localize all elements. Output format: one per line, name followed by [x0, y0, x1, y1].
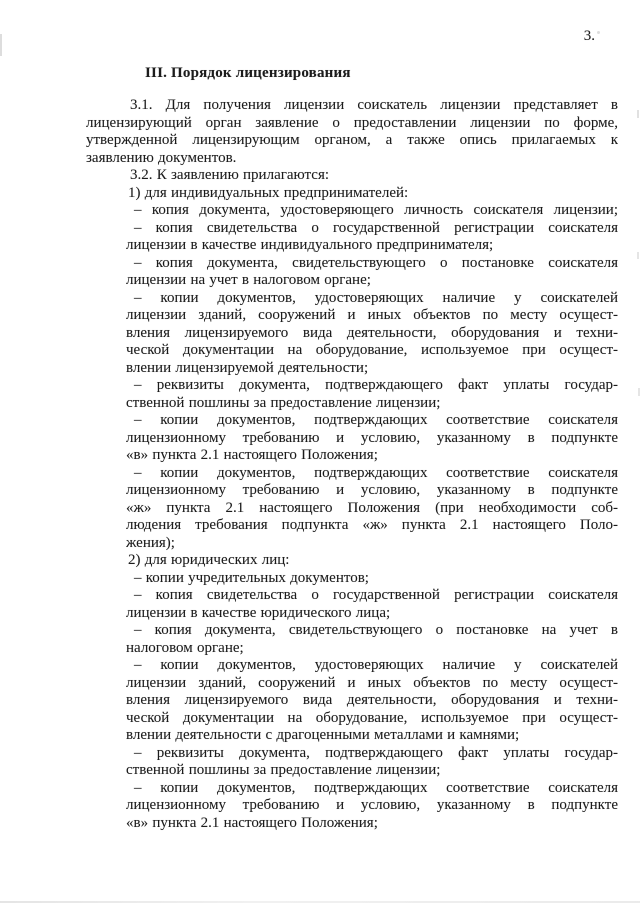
scan-artifact: [597, 31, 600, 34]
scan-artifact: [0, 901, 640, 903]
text-line: «ж» пункта 2.1 настоящего Положения (при необходимости соб-: [126, 499, 618, 516]
text-line: – копия документа, удостоверяющего личность соискателя лицензии;: [134, 202, 618, 218]
paragraph: [126, 657, 618, 745]
paragraph: [126, 290, 618, 378]
text-line: – реквизиты документа, подтверждающего факт уплаты государ-: [134, 377, 618, 393]
paragraph: [126, 780, 618, 833]
text-line: – копии учредительных документов;: [134, 569, 369, 586]
text-line: – копии документов, удостоверяющих наличие у соискателей: [134, 657, 618, 673]
text-line: заявлению документов.: [86, 149, 237, 166]
text-line: ческой документации на оборудование, используемое при осущест-: [126, 342, 618, 358]
text-line: «в» пункта 2.1 настоящего Положения;: [126, 447, 378, 463]
paragraph: [86, 97, 618, 167]
text-line: лицензионному требованию и условию, указанному в подпункте: [126, 482, 618, 498]
text-line: «в» пункта 2.1 настоящего Положения;: [126, 814, 378, 831]
text-line: – копия документа, свидетельствующего о постановке соискателя: [134, 254, 618, 271]
text-line: лицензии на учет в налоговом органе;: [126, 272, 371, 288]
document-content: [86, 0, 618, 832]
text-line: ственной пошлины за предоставление лицензии;: [126, 394, 441, 411]
scan-artifact: [637, 110, 639, 118]
text-line: вления лицензируемого вида деятельности, оборудования и техни-: [126, 324, 618, 341]
text-line: лицензии в качестве юридического лица;: [126, 604, 391, 621]
paragraph: [126, 220, 618, 255]
section-heading: III. Порядок лицензирования: [145, 65, 351, 81]
paragraph: [126, 255, 618, 290]
paragraph: [128, 185, 618, 203]
text-line: – копии документов, подтверждающих соответствие соискателя: [134, 779, 618, 796]
scan-artifact: [637, 252, 639, 259]
text-line: – копия свидетельства о государственной регистрации соискателя: [134, 219, 618, 236]
text-line: лицензионному требованию и условию, указанному в подпункте: [126, 429, 618, 446]
text-line: лицензирующий орган заявление о предоставлении лицензии по форме,: [86, 114, 618, 131]
text-line: 3.1. Для получения лицензии соискатель лицензии представляет в: [130, 97, 618, 113]
text-line: влении лицензируемой деятельности;: [126, 359, 369, 376]
paragraph: [126, 587, 618, 622]
text-line: лицензии в качестве индивидуального предпринимателя;: [126, 237, 494, 253]
paragraph: [126, 412, 618, 465]
paragraph: [126, 377, 618, 412]
text-line: ственной пошлины за предоставление лицензии;: [126, 762, 441, 778]
scan-artifact: [0, 34, 2, 56]
text-line: – копии документов, подтверждающих соответствие соискателя: [134, 464, 618, 481]
paragraph: [128, 552, 618, 570]
paragraph: [126, 622, 618, 657]
text-line: налоговом органе;: [126, 639, 244, 656]
text-line: – реквизиты документа, подтверждающего факт уплаты государ-: [134, 744, 618, 761]
text-line: – копии документов, подтверждающих соответствие соискателя: [134, 412, 618, 428]
document-body: [86, 97, 618, 832]
text-line: утвержденной лицензирующим органом, а также опись прилагаемых к: [86, 132, 618, 148]
text-line: лицензионному требованию и условию, указанному в подпункте: [126, 797, 618, 813]
text-line: вления лицензируемого вида деятельности, оборудования и техни-: [126, 692, 618, 708]
text-line: – копии документов, удостоверяющих наличие у соискателей: [134, 289, 618, 306]
paragraph: [126, 745, 618, 780]
text-line: ческой документации на оборудование, используемое при осущест-: [126, 709, 618, 726]
text-line: 3.2. К заявлению прилагаются:: [130, 167, 330, 183]
paragraph: [126, 570, 618, 588]
text-line: людения требования подпункта «ж» пункта 2.1 настоящего Поло-: [126, 517, 618, 533]
text-line: 2) для юридических лиц:: [128, 552, 290, 568]
text-line: лицензии зданий, сооружений и иных объектов по месту осущест-: [126, 674, 618, 691]
paragraph: [86, 167, 618, 185]
text-line: влении деятельности с драгоценными металлами и камнями;: [126, 727, 520, 743]
text-line: жения);: [126, 534, 175, 551]
paragraph: [126, 465, 618, 553]
page-number: 3.: [583, 28, 595, 44]
text-line: лицензии зданий, сооружений и иных объектов по месту осущест-: [126, 307, 618, 323]
text-line: – копия свидетельства о государственной регистрации соискателя: [134, 587, 618, 603]
paragraph: [126, 202, 618, 220]
text-line: – копия документа, свидетельствующего о постановке на учет в: [134, 622, 618, 638]
text-line: 1) для индивидуальных предпринимателей:: [128, 184, 409, 201]
